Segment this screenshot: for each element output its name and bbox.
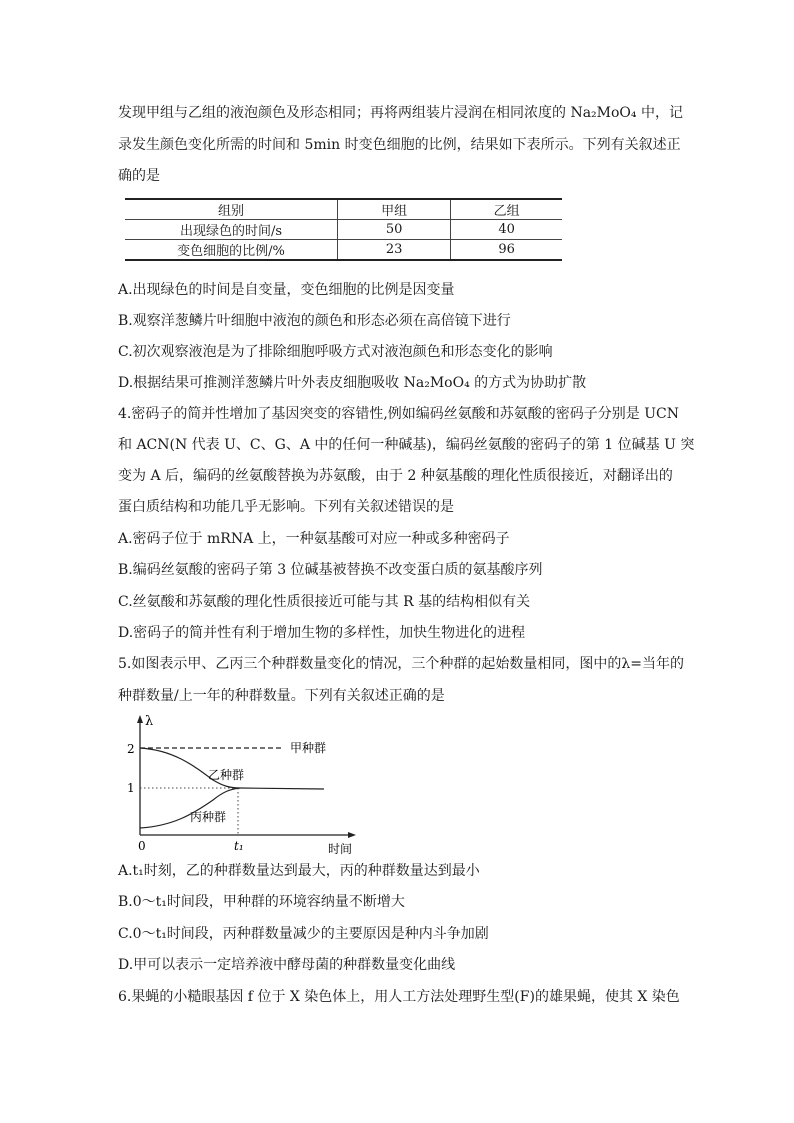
q5-stem-line-1: 5.如图表示甲、乙丙三个种群数量变化的情况，三个种群的起始数量相同，图中的λ=当年的 (118, 656, 684, 672)
q5-option-c: C.0～t₁时间段，丙种群数量减少的主要原因是种内斗争加剧 (118, 926, 489, 942)
table-header-row (125, 199, 562, 220)
q4-stem-line-1: 4.密码子的简并性增加了基因突变的容错性,例如编码丝氨酸和苏氨酸的密码子分别是 UCN (118, 406, 680, 422)
table-header-cell: 甲组 (338, 199, 451, 220)
bing-population-label: 丙种群 (190, 810, 227, 824)
y-tick-2: 2 (127, 742, 135, 756)
q4-stem-line-3: 变为 A 后，编码的丝氨酸替换为苏氨酸，由于 2 种氨基酸的理化性质很接近，对翻译出的 (118, 468, 673, 484)
q3-option-a: A.出现绿色的时间是自变量，变色细胞的比例是因变量 (118, 282, 455, 298)
y-tick-1: 1 (127, 781, 135, 795)
q3-option-c: C.初次观察液泡是为了排除细胞呼吸方式对液泡颜色和形态变化的影响 (118, 344, 553, 360)
jia-population-label: 甲种群 (290, 741, 327, 755)
q5-option-a: A.t₁时刻，乙的种群数量达到最大，丙的种群数量达到最小 (118, 863, 480, 879)
q3-stem-line-3: 确的是 (118, 168, 160, 184)
origin-label: 0 (138, 839, 146, 853)
q5-stem-line-2: 种群数量/上一年的种群数量。下列有关叙述正确的是 (118, 688, 445, 704)
q4-option-c: C.丝氨酸和苏氨酸的理化性质很接近可能与其 R 基的结构相似有关 (118, 594, 531, 610)
x-axis-label: 时间 (328, 842, 353, 856)
q3-option-d: D.根据结果可推测洋葱鳞片叶外表皮细胞吸收 Na₂MoO₄ 的方式为协助扩散 (118, 375, 587, 391)
y-axis-label: λ (145, 714, 154, 729)
table-cell: 96 (451, 240, 562, 261)
table-row (125, 220, 562, 240)
table-cell: 40 (451, 220, 562, 240)
table-cell: 50 (338, 220, 451, 240)
x-axis-arrow (348, 832, 356, 838)
q5-option-b: B.0～t₁时间段，甲种群的环境容纳量不断增大 (118, 894, 405, 910)
y-axis-arrow (137, 715, 143, 723)
q3-stem-line-1: 发现甲组与乙组的液泡颜色及形态相同；再将两组装片浸润在相同浓度的 Na₂MoO₄ 中，记 (118, 105, 683, 121)
table-cell: 变色细胞的比例/% (125, 240, 338, 261)
q4-option-d: D.密码子的简并性有利于增加生物的多样性，加快生物进化的进程 (118, 625, 526, 641)
table-cell: 出现绿色的时间/s (125, 220, 338, 240)
q4-option-a: A.密码子位于 mRNA 上，一种氨基酸可对应一种或多种密码子 (118, 531, 510, 547)
q4-stem-line-4: 蛋白质结构和功能几乎无影响。下列有关叙述错误的是 (118, 499, 454, 515)
q6-stem-line-1: 6.果蝇的小糙眼基因 f 位于 X 染色体上，用人工方法处理野生型(F)的雄果蝇，使其 X 染色 (118, 989, 680, 1005)
table-header-cell: 组别 (125, 199, 338, 220)
converged-curve (240, 788, 324, 789)
q5-option-d: D.甲可以表示一定培养液中酵母菌的种群数量变化曲线 (118, 957, 456, 973)
population-lambda-figure (118, 710, 368, 860)
q3-option-b: B.观察洋葱鳞片叶细胞中液泡的颜色和形态必须在高倍镜下进行 (118, 313, 511, 329)
yi-population-label: 乙种群 (208, 768, 245, 782)
q4-option-b: B.编码丝氨酸的密码子第 3 位碱基被替换不改变蛋白质的氨基酸序列 (118, 562, 543, 578)
x-tick-t1: t₁ (234, 839, 244, 853)
table-cell: 23 (338, 240, 451, 261)
table-header-cell: 乙组 (451, 199, 562, 220)
q4-stem-line-2: 和 ACN(N 代表 U、C、G、A 中的任何一种碱基)，编码丝氨酸的密码子的第 1 位碱基 U 突 (118, 437, 695, 453)
q3-stem-line-2: 录发生颜色变化所需的时间和 5min 时变色细胞的比例，结果如下表所示。下列有关叙述正 (118, 137, 681, 153)
table-row (125, 240, 562, 261)
results-table (125, 198, 562, 261)
